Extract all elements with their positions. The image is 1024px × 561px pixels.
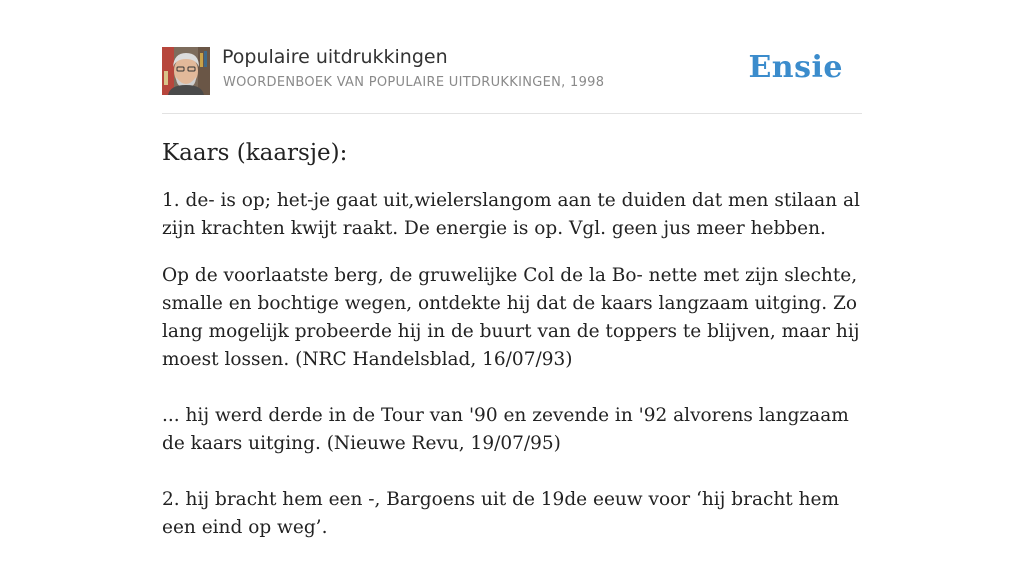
entry-definition: 1. de- is op; het-je gaat uit,wielerslangom aan te duiden dat men stilaan al zijn krachten kwijt raakt. De energie is op. Vgl. geen jus meer hebben. [162,190,860,239]
source-subtitle [223,75,604,90]
source-subtitle-text: WOORDENBOEK VAN POPULAIRE UITDRUKKINGEN [223,75,562,90]
entry-definition-2: 2. hij bracht hem een -, Bargoens uit de 19de eeuw voor ‘hij bracht hem een eind op weg’. [162,489,840,538]
entry-content [162,136,862,561]
ensie-logo-link[interactable]: Ensie [748,50,843,85]
source-title[interactable]: Populaire uitdrukkingen [222,46,448,68]
header-divider [162,113,862,114]
entry-title: Kaars (kaarsje): [162,140,348,166]
entry-quote-2: ... hij werd derde in de Tour van '90 en zevende in '92 alvorens langzaam de kaars uitging. (Nieuwe Revu, 19/07/95) [162,405,849,454]
source-header [162,46,862,96]
author-portrait-icon[interactable] [162,47,210,95]
entry-quote-1: Op de voorlaatste berg, de gruwelijke Col de la Bo- nette met zijn slechte, smalle en bochtige wegen, ontdekte hij dat de kaars langzaam uitging. Zo lang mogelijk probeerde hij in de buurt van de toppers te blijven, maar hij moest lossen. (NRC Handelsblad, 16/07/93) [162,265,860,370]
source-year: , 1998 [561,75,605,90]
